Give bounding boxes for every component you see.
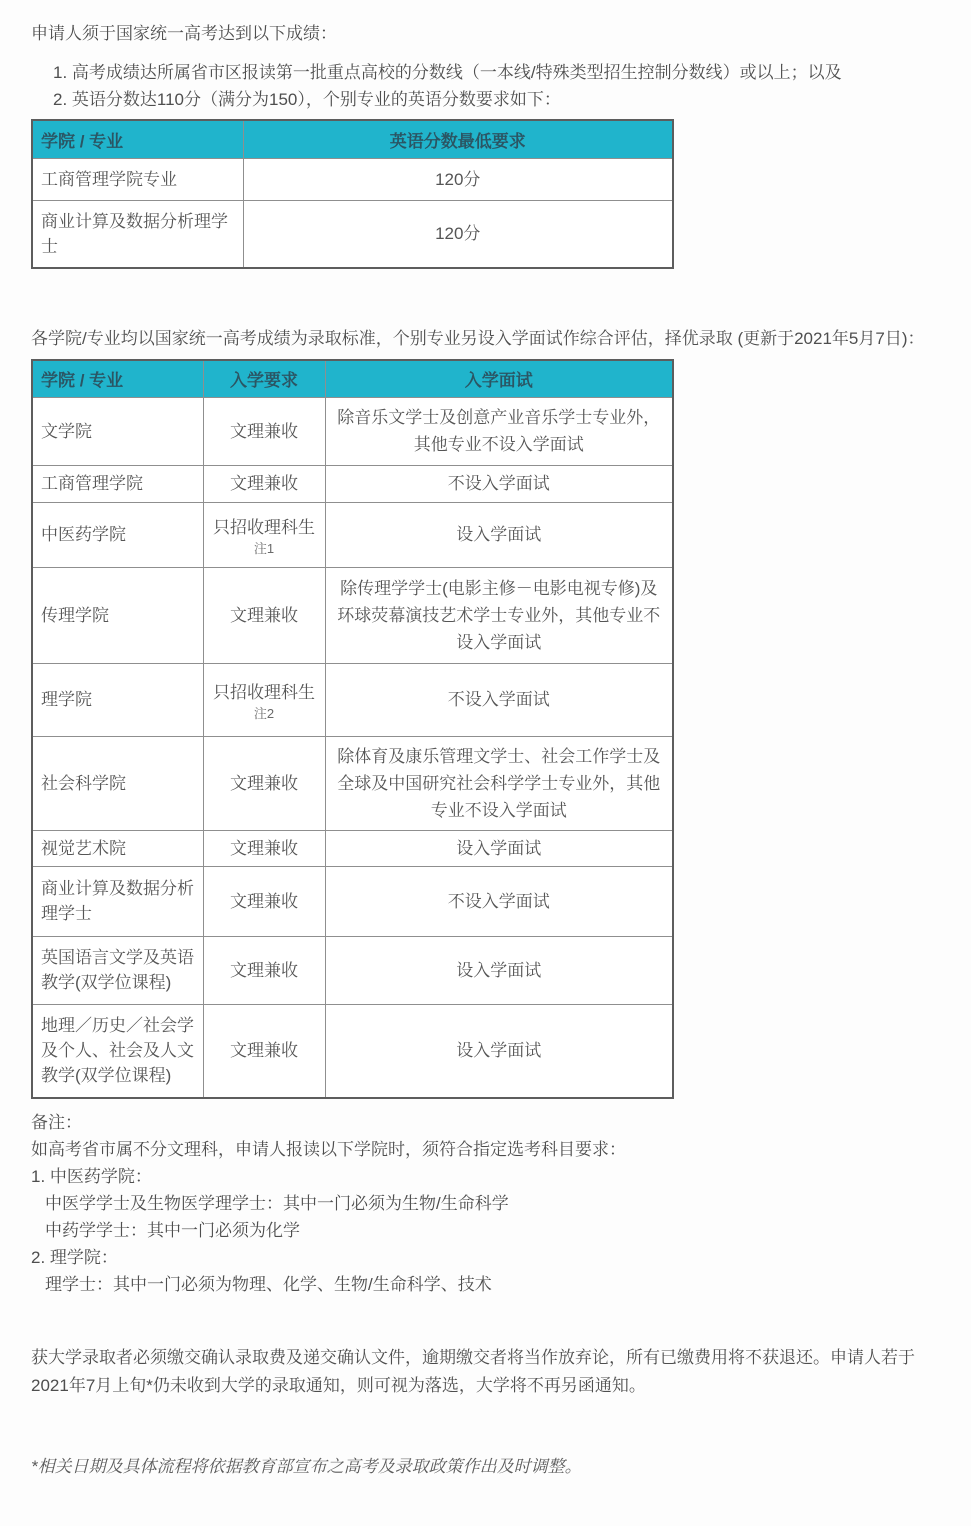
footnote-mark: 注1 — [253, 540, 275, 556]
interview-cell: 不设入学面试 — [325, 866, 673, 936]
table-row — [32, 1004, 673, 1098]
requirement-cell — [203, 1004, 325, 1098]
table-row — [32, 866, 673, 936]
requirement-list — [53, 59, 941, 113]
interview-cell: 设入学面试 — [325, 830, 673, 866]
interview-cell: 除传理学学士(电影主修－电影电视专修)及环球荧幕演技艺术学士专业外，其他专业不设入学面试 — [325, 567, 673, 663]
requirement-cell — [203, 830, 325, 866]
notes-item-1-line-2: 中药学学士：其中一门必须为化学 — [45, 1221, 300, 1240]
college-cell: 传理学院 — [32, 567, 203, 663]
column-header-college: 学院 / 专业 — [32, 360, 203, 397]
table-row — [32, 663, 673, 736]
college-cell: 理学院 — [32, 663, 203, 736]
college-cell: 工商管理学院专业 — [32, 158, 243, 200]
table-row — [32, 465, 673, 502]
table-row — [32, 397, 673, 465]
table-row — [32, 830, 673, 866]
admission-requirements-table — [31, 359, 674, 1099]
college-cell: 商业计算及数据分析理学士 — [32, 200, 243, 268]
admission-standard-paragraph: 各学院/专业均以国家统一高考成绩为录取标准，个别专业另设入学面试作综合评估，择优录取 (更新于2021年5月7日)： — [31, 329, 925, 348]
english-score-table — [31, 119, 674, 269]
table-row — [32, 200, 673, 268]
college-cell: 社会科学院 — [32, 736, 203, 830]
notes-item-1-title: 1. 中医药学院： — [31, 1167, 152, 1186]
table-row — [32, 936, 673, 1004]
college-cell: 中医药学院 — [32, 502, 203, 567]
requirement-text: 文理兼收 — [230, 960, 298, 980]
requirement-text: 只招收理科生 — [213, 517, 315, 537]
intro-paragraph: 申请人须于国家统一高考达到以下成绩： — [31, 24, 337, 43]
requirement-text: 只招收理科生 — [213, 682, 315, 702]
table-header-row — [32, 360, 673, 397]
table-row — [32, 158, 673, 200]
interview-cell: 设入学面试 — [325, 936, 673, 1004]
requirement-cell — [203, 502, 325, 567]
requirement-text: 文理兼收 — [230, 838, 298, 858]
requirement-cell — [203, 567, 325, 663]
notes-item-2-line-1: 理学士：其中一门必须为物理、化学、生物/生命科学、技术 — [45, 1275, 492, 1294]
requirement-cell — [203, 465, 325, 502]
requirement-cell — [203, 663, 325, 736]
interview-cell: 不设入学面试 — [325, 663, 673, 736]
interview-cell: 设入学面试 — [325, 502, 673, 567]
interview-cell: 除体育及康乐管理文学士、社会工作学士及全球及中国研究社会科学学士专业外，其他专业不设入学面试 — [325, 736, 673, 830]
requirement-text: 文理兼收 — [230, 773, 298, 793]
requirement-text: 文理兼收 — [230, 421, 298, 441]
column-header-english-score: 英语分数最低要求 — [243, 120, 673, 158]
requirement-cell — [203, 866, 325, 936]
requirement-cell — [203, 736, 325, 830]
score-cell: 120分 — [243, 200, 673, 268]
column-header-interview: 入学面试 — [325, 360, 673, 397]
notes-item-2-title: 2. 理学院： — [31, 1248, 118, 1267]
college-cell: 工商管理学院 — [32, 465, 203, 502]
requirement-item-1: 1. 高考成绩达所属省市区报读第一批重点高校的分数线（一本线/特殊类型招生控制分数线）或以上；以及 — [53, 63, 842, 82]
requirement-cell — [203, 936, 325, 1004]
policy-footnote: *相关日期及具体流程将依据教育部宣布之高考及录取政策作出及时调整。 — [31, 1457, 582, 1476]
table-row — [32, 736, 673, 830]
table-row — [32, 502, 673, 567]
score-cell: 120分 — [243, 158, 673, 200]
college-cell: 地理／历史／社会学及个人、社会及人文教学(双学位课程) — [32, 1004, 203, 1098]
interview-cell: 除音乐文学士及创意产业音乐学士专业外，其他专业不设入学面试 — [325, 397, 673, 465]
requirement-text: 文理兼收 — [230, 891, 298, 911]
column-header-requirement: 入学要求 — [203, 360, 325, 397]
interview-cell: 设入学面试 — [325, 1004, 673, 1098]
requirement-item-2: 2. 英语分数达110分（满分为150），个别专业的英语分数要求如下： — [53, 90, 561, 109]
footnote-mark: 注2 — [253, 705, 275, 721]
requirement-text: 文理兼收 — [230, 1041, 298, 1061]
college-cell: 商业计算及数据分析理学士 — [32, 866, 203, 936]
college-cell: 英国语言文学及英语教学(双学位课程) — [32, 936, 203, 1004]
college-cell: 文学院 — [32, 397, 203, 465]
notes-title: 备注： — [31, 1113, 82, 1132]
requirement-cell — [203, 397, 325, 465]
notes-item-1-line-1: 中医学学士及生物医学理学士：其中一门必须为生物/生命科学 — [45, 1194, 509, 1213]
confirmation-fee-paragraph: 获大学录取者必须缴交确认录取费及递交确认文件，逾期缴交者将当作放弃论，所有已缴费用将不获退还。申请人若于2021年7月上旬*仍未收到大学的录取通知，则可视为落选，大学将不再另函通知。 — [31, 1348, 915, 1395]
table-row — [32, 567, 673, 663]
table-header-row — [32, 120, 673, 158]
college-cell: 视觉艺术院 — [32, 830, 203, 866]
notes-line: 如高考省市属不分文理科，申请人报读以下学院时，须符合指定选考科目要求： — [31, 1140, 626, 1159]
interview-cell: 不设入学面试 — [325, 465, 673, 502]
requirement-text: 文理兼收 — [230, 474, 298, 493]
requirement-text: 文理兼收 — [230, 605, 298, 625]
notes-section — [31, 1109, 941, 1298]
column-header-college: 学院 / 专业 — [32, 120, 243, 158]
